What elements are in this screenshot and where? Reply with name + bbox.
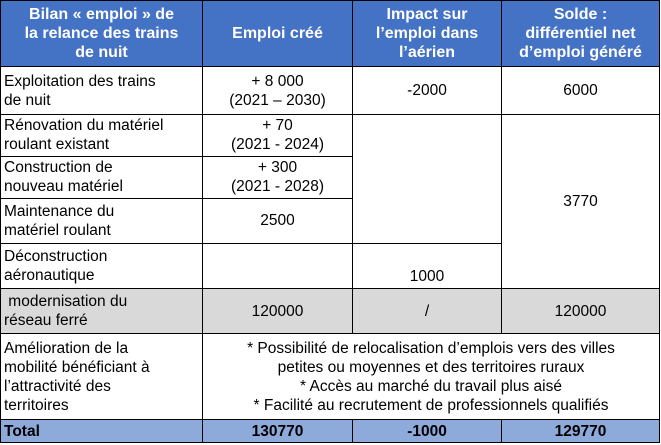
row-deconstruction-label-line1: Déconstruction <box>4 248 108 266</box>
row-amelioration-label-line2: mobilité bénéficiant à <box>4 358 150 376</box>
header-col-solde-line3: d’emploi généré <box>519 44 642 62</box>
header-col-impact <box>353 1 502 67</box>
row-total-impact <box>353 420 502 443</box>
row-exploitation-emploi-period: (2021 – 2030) <box>229 91 326 109</box>
row-amelioration-label-line1: Amélioration de la <box>4 339 129 357</box>
rows-2-4-impact-empty <box>353 115 502 244</box>
row-total <box>1 420 660 443</box>
row-maintenance-label <box>1 199 203 244</box>
row-deconstruction-impact <box>353 243 502 289</box>
row-maintenance-emploi-value: 2500 <box>260 212 295 230</box>
row-renovation <box>1 115 660 157</box>
note-relocalisation: * Possibilité de relocalisation d’emplois vers des villes <box>247 339 615 357</box>
row-renovation-emploi-period: (2021 - 2024) <box>230 136 325 154</box>
row-maintenance-label-line2: matériel roulant <box>4 221 111 239</box>
row-construction-label-line1: Construction de <box>4 159 113 177</box>
row-total-label-text: Total <box>4 422 40 440</box>
header-col-solde-line1: Solde : <box>553 6 608 24</box>
row-exploitation-label <box>1 67 203 115</box>
row-renovation-label-line2: roulant existant <box>4 136 110 154</box>
row-construction-emploi-period: (2021 - 2028) <box>230 178 325 196</box>
row-exploitation-solde-value: 6000 <box>563 82 598 100</box>
note-recrutement: * Facilité au recrutement de professionnels qualifiés <box>253 396 609 414</box>
header-col-impact-line3: l’aérien <box>398 44 456 62</box>
row-construction-emploi <box>203 156 353 199</box>
row-modernisation-label-line2: réseau ferré <box>4 312 88 330</box>
rows-2-5-solde-merged <box>502 115 660 289</box>
row-deconstruction-label-line2: aéronautique <box>4 267 95 285</box>
row-amelioration <box>1 334 660 420</box>
row-construction-emploi-value: + 300 <box>257 159 298 177</box>
row-deconstruction-emploi-empty <box>203 243 353 289</box>
row-amelioration-notes <box>203 334 660 420</box>
row-exploitation-impact <box>353 67 502 115</box>
row-amelioration-label <box>1 334 203 420</box>
row-total-solde <box>502 420 660 443</box>
row-modernisation-label <box>1 289 203 334</box>
row-amelioration-label-line4: territoires <box>4 396 69 414</box>
header-col-impact-line2: l’emploi dans <box>375 25 479 43</box>
header-col-bilan-line1: Bilan « emploi » de <box>29 6 174 24</box>
note-acces-marche: * Accès au marché du travail plus aisé <box>300 377 562 395</box>
row-deconstruction-impact-value: 1000 <box>409 268 445 286</box>
row-construction-label <box>1 156 203 199</box>
row-modernisation-impact-value: / <box>424 302 430 320</box>
header-col-solde <box>502 1 660 67</box>
header-col-emploi <box>203 1 353 67</box>
row-total-emploi <box>203 420 353 443</box>
row-renovation-label <box>1 115 203 157</box>
row-construction-label-line2: nouveau matériel <box>4 178 123 196</box>
row-total-impact-value: -1000 <box>407 422 447 440</box>
row-exploitation <box>1 67 660 115</box>
row-total-emploi-value: 130770 <box>251 422 304 440</box>
row-maintenance-label-line1: Maintenance du <box>4 202 115 220</box>
header-col-solde-line2: différentiel net <box>525 25 636 43</box>
row-exploitation-impact-value: -2000 <box>407 82 447 100</box>
row-renovation-emploi-value: + 70 <box>262 117 293 135</box>
row-modernisation-solde-value: 120000 <box>554 302 607 320</box>
row-exploitation-label-line1: Exploitation des trains <box>4 72 156 90</box>
header-row <box>1 1 660 67</box>
row-exploitation-label-line2: de nuit <box>4 91 51 109</box>
row-exploitation-emploi-value: + 8 000 <box>251 72 304 90</box>
note-relocalisation-cont: petites ou moyennes et des territoires ruraux <box>277 358 585 376</box>
row-modernisation-solde <box>502 289 660 334</box>
header-col-impact-line1: Impact sur <box>386 6 468 24</box>
header-col-emploi-text: Emploi créé <box>232 25 323 43</box>
row-modernisation <box>1 289 660 334</box>
merged-solde-value: 3770 <box>563 193 598 211</box>
row-maintenance-emploi <box>203 199 353 244</box>
header-col-bilan-line3: de nuit <box>75 44 128 62</box>
row-renovation-emploi <box>203 115 353 157</box>
row-total-label <box>1 420 203 443</box>
row-modernisation-impact <box>353 289 502 334</box>
header-col-bilan-line2: la relance des trains <box>24 25 179 43</box>
row-exploitation-emploi <box>203 67 353 115</box>
row-modernisation-emploi-value: 120000 <box>251 302 304 320</box>
row-modernisation-emploi <box>203 289 353 334</box>
row-renovation-label-line1: Rénovation du matériel <box>4 117 164 135</box>
row-amelioration-label-line3: l’attractivité des <box>4 377 111 395</box>
row-exploitation-solde <box>502 67 660 115</box>
row-modernisation-label-line1: modernisation du <box>4 293 128 311</box>
row-deconstruction-label <box>1 243 203 289</box>
header-col-bilan <box>1 1 203 67</box>
row-total-solde-value: 129770 <box>554 422 607 440</box>
